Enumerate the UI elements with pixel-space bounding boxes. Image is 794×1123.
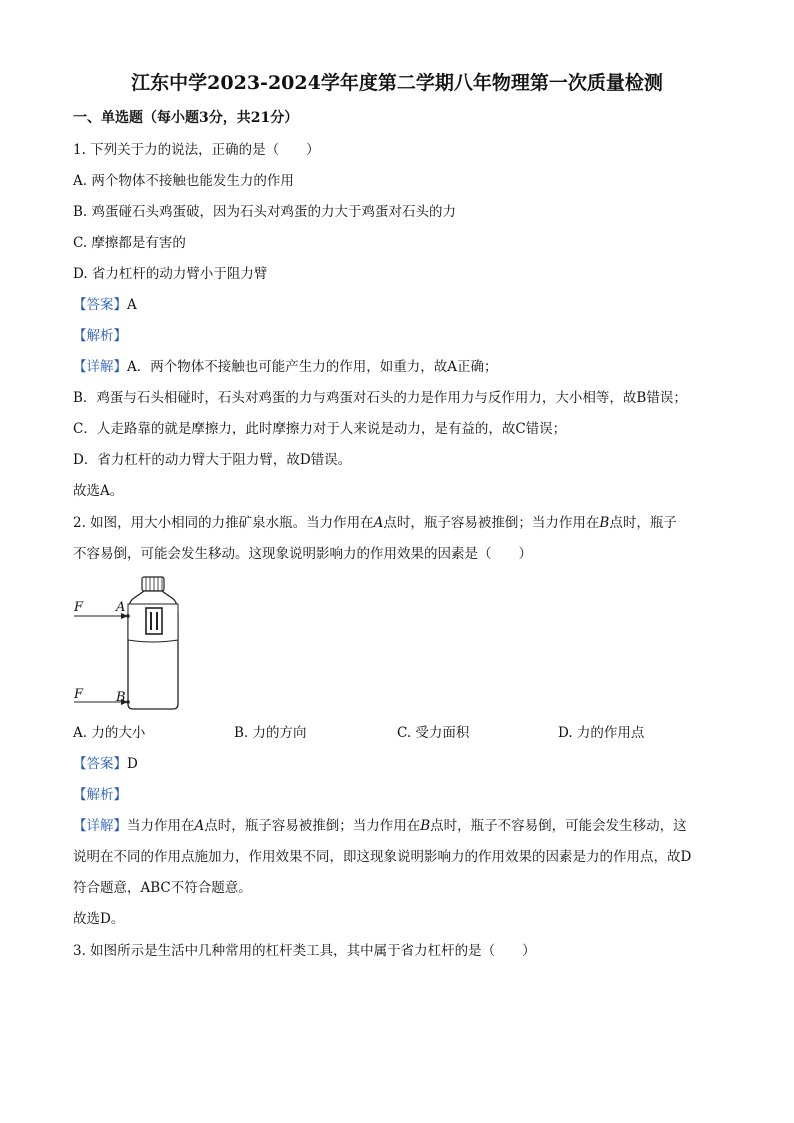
q2-stem-part: 点时，瓶子 [609, 515, 677, 531]
q2-detail-line1 [73, 817, 687, 835]
q1-answer [73, 296, 137, 314]
answer-tag: 【答案】 [73, 756, 127, 772]
q2-stem-line2: 不容易倒，可能会发生移动。这现象说明影响力的作用效果的因素是（ ） [73, 546, 532, 562]
q1-analysis-tag: 【解析】 [73, 328, 127, 344]
section-heading: 一、单选题（每小题3分，共21分） [73, 110, 299, 126]
q1-stem: 1. 下列关于力的说法，正确的是（ ） [73, 142, 320, 158]
bottle-figure [68, 574, 198, 714]
q2-detail-line2: 说明在不同的作用点施加力，作用效果不同，即这现象说明影响力的作用效果的因素是力的作用点，故D [73, 849, 692, 865]
exam-title: 江东中学2023-2024学年度第二学期八年物理第一次质量检测 [131, 72, 663, 94]
q1-option-a: A. 两个物体不接触也能发生力的作用 [73, 173, 294, 189]
answer-tag: 【答案】 [73, 297, 127, 313]
q2-stem-part: 2. 如图，用大小相同的力推矿泉水瓶。当力作用在 [73, 515, 374, 531]
force-label-top: F [74, 600, 84, 615]
q2-option-d: D. 力的作用点 [558, 725, 645, 741]
q1-detail-a [73, 358, 498, 376]
force-label-bottom: F [74, 687, 84, 702]
detail-tag: 【详解】 [73, 818, 127, 834]
q1-option-b: B. 鸡蛋碰石头鸡蛋破，因为石头对鸡蛋的力大于鸡蛋对石头的力 [73, 204, 457, 220]
point-label-top: A [116, 600, 126, 615]
detail-text: 点时，瓶子不容易倒，可能会发生移动，这 [430, 818, 687, 834]
q2-detail-line3: 符合题意，ABC不符合题意。 [73, 880, 252, 896]
point-label-bottom: B [116, 690, 126, 705]
detail-tag: 【详解】 [73, 359, 127, 375]
detail-text: 当力作用在 [127, 818, 195, 834]
q2-option-a: A. 力的大小 [73, 725, 146, 741]
q2-stem-line1 [73, 514, 677, 532]
q2-option-c: C. 受力面积 [397, 725, 470, 741]
detail-text: 点时，瓶子容易被推倒；当力作用在 [204, 818, 421, 834]
q2-analysis-tag: 【解析】 [73, 787, 127, 803]
answer-value: A [127, 297, 137, 313]
q1-option-c: C. 摩擦都是有害的 [73, 235, 186, 251]
point-b-label: B [599, 515, 610, 531]
point-a-label: A [194, 818, 205, 834]
q2-stem-part: 点时，瓶子容易被推倒；当力作用在 [383, 515, 600, 531]
point-b-label: B [420, 818, 431, 834]
detail-text: A．两个物体不接触也可能产生力的作用，如重力，故A正确； [127, 359, 498, 375]
q2-option-b: B. 力的方向 [234, 725, 307, 741]
q3-stem: 3. 如图所示是生活中几种常用的杠杆类工具，其中属于省力杠杆的是（ ） [73, 943, 536, 959]
q1-detail-d: D．省力杠杆的动力臂大于阻力臂，故D错误。 [73, 452, 352, 468]
q1-conclusion: 故选A。 [73, 483, 124, 499]
q2-conclusion: 故选D。 [73, 911, 125, 927]
point-a-label: A [373, 515, 384, 531]
q1-detail-b: B．鸡蛋与石头相碰时，石头对鸡蛋的力与鸡蛋对石头的力是作用力与反作用力，大小相等，故B错误； [73, 390, 687, 406]
answer-value: D [127, 756, 138, 772]
q1-option-d: D. 省力杠杆的动力臂小于阻力臂 [73, 266, 268, 282]
q1-detail-c: C．人走路靠的就是摩擦力，此时摩擦力对于人来说是动力，是有益的，故C错误； [73, 421, 567, 437]
q2-answer [73, 755, 138, 773]
